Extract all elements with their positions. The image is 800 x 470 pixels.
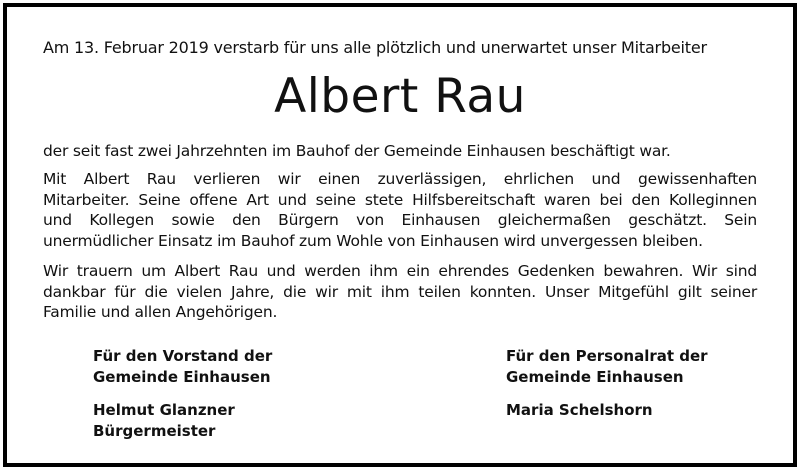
signature-right-org xyxy=(506,346,708,388)
paragraph1-line: unermüdlicher Einsatz im Bauhof zum Wohle von Einhausen wird unvergessen bleiben. xyxy=(43,231,703,250)
signature-right-org-line1: Für den Personalrat der xyxy=(506,347,708,365)
signature-right-person xyxy=(506,400,653,421)
signature-left-role: Bürgermeister xyxy=(93,422,216,440)
paragraph2-line: Wir trauern um Albert Rau und werden ihm ein ehrendes Gedenken bewahren. Wir sind xyxy=(43,262,757,280)
signature-right-org-line2: Gemeinde Einhausen xyxy=(506,368,684,386)
paragraph1-line: Mitarbeiter. Seine offene Art und seine stete Hilfsbereitschaft waren bei den Kolleginnen xyxy=(43,190,757,209)
signature-left-org-line1: Für den Vorstand der xyxy=(93,347,273,365)
paragraph2-line: Familie und allen Angehörigen. xyxy=(43,303,278,321)
signature-left-person xyxy=(93,400,235,442)
intro-text: Am 13. Februar 2019 verstarb für uns alle plötzlich und unerwartet unser Mitarbeiter xyxy=(43,38,707,57)
subline-text: der seit fast zwei Jahrzehnten im Bauhof der Gemeinde Einhausen beschäftigt war. xyxy=(43,142,671,160)
paragraph2-line: dankbar für die vielen Jahre, die wir mit ihm teilen konnten. Unser Mitgefühl gilt seiner xyxy=(43,282,757,301)
obituary-notice xyxy=(3,3,797,467)
deceased-name: Albert Rau xyxy=(274,69,526,124)
signature-right-name: Maria Schelshorn xyxy=(506,401,653,419)
signature-left-name: Helmut Glanzner xyxy=(93,401,235,419)
signature-left-org-line2: Gemeinde Einhausen xyxy=(93,368,271,386)
signature-left-org xyxy=(93,346,272,388)
paragraph1-line: und Kollegen sowie den Bürgern von Einhausen gleichermaßen geschätzt. Sein xyxy=(43,211,757,229)
paragraph1-line: Mit Albert Rau verlieren wir einen zuverlässigen, ehrlichen und gewissenhaften xyxy=(43,170,757,188)
